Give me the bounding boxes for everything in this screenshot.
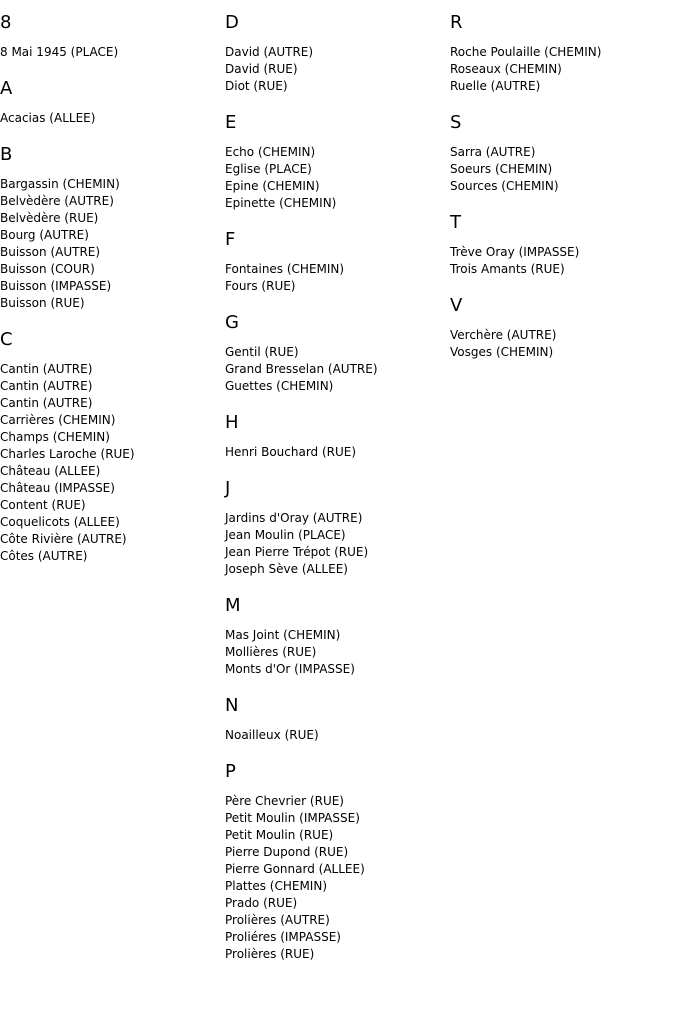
street-list xyxy=(225,510,445,578)
street-entry: Plattes (CHEMIN) xyxy=(225,879,327,893)
street-entry: Cantin (AUTRE) xyxy=(0,396,93,410)
letter-section xyxy=(225,479,445,578)
street-entry: Pierre Dupond (RUE) xyxy=(225,845,349,859)
street-entry: David (AUTRE) xyxy=(225,45,314,59)
street-entry: Eglise (PLACE) xyxy=(225,162,312,176)
letter-section xyxy=(225,13,445,95)
street-entry: Petit Moulin (RUE) xyxy=(225,828,334,842)
street-entry: 8 Mai 1945 (PLACE) xyxy=(0,45,119,59)
street-entry: Proliéres (IMPASSE) xyxy=(225,930,341,944)
street-list xyxy=(225,627,445,678)
street-entry: Champs (CHEMIN) xyxy=(0,430,110,444)
street-entry: Diot (RUE) xyxy=(225,79,288,93)
letter-section xyxy=(225,762,445,963)
index-column xyxy=(450,13,670,379)
street-entry: Verchère (AUTRE) xyxy=(450,328,557,342)
section-letter-heading: 8 xyxy=(0,12,12,33)
street-entry: Vosges (CHEMIN) xyxy=(450,345,554,359)
street-entry: Jean Moulin (PLACE) xyxy=(225,528,346,542)
letter-section xyxy=(225,230,445,295)
street-entry: Gentil (RUE) xyxy=(225,345,299,359)
letter-section xyxy=(0,13,220,61)
street-entry: Bargassin (CHEMIN) xyxy=(0,177,120,191)
letter-section xyxy=(0,330,220,565)
street-entry: Epinette (CHEMIN) xyxy=(225,196,337,210)
letter-section xyxy=(225,413,445,461)
street-entry: Trève Oray (IMPASSE) xyxy=(450,245,580,259)
street-entry: Prolières (RUE) xyxy=(225,947,315,961)
street-entry: Château (ALLEE) xyxy=(0,464,101,478)
street-entry: Jardins d'Oray (AUTRE) xyxy=(225,511,363,525)
street-entry: Acacias (ALLEE) xyxy=(0,111,96,125)
street-list xyxy=(450,244,670,278)
section-letter-heading: N xyxy=(225,695,239,716)
letter-section xyxy=(0,79,220,127)
street-entry: Belvèdère (AUTRE) xyxy=(0,194,114,208)
letter-section xyxy=(450,13,670,95)
street-entry: Cantin (AUTRE) xyxy=(0,362,93,376)
street-list xyxy=(225,444,445,461)
street-list xyxy=(0,110,220,127)
section-letter-heading: C xyxy=(0,329,13,350)
street-list xyxy=(0,361,220,565)
street-entry: Sources (CHEMIN) xyxy=(450,179,559,193)
street-entry: Roche Poulaille (CHEMIN) xyxy=(450,45,602,59)
street-entry: Château (IMPASSE) xyxy=(0,481,115,495)
letter-section xyxy=(0,145,220,312)
street-entry: Prado (RUE) xyxy=(225,896,298,910)
street-list xyxy=(450,327,670,361)
section-letter-heading: R xyxy=(450,12,463,33)
street-entry: Carrières (CHEMIN) xyxy=(0,413,116,427)
street-entry: Buisson (RUE) xyxy=(0,296,85,310)
street-entry: Charles Laroche (RUE) xyxy=(0,447,135,461)
street-entry: David (RUE) xyxy=(225,62,298,76)
street-list xyxy=(225,144,445,212)
section-letter-heading: F xyxy=(225,229,236,250)
street-entry: Belvèdère (RUE) xyxy=(0,211,99,225)
letter-section xyxy=(450,296,670,361)
street-entry: Père Chevrier (RUE) xyxy=(225,794,344,808)
section-letter-heading: B xyxy=(0,144,13,165)
street-entry: Pierre Gonnard (ALLEE) xyxy=(225,862,365,876)
street-entry: Cantin (AUTRE) xyxy=(0,379,93,393)
street-entry: Buisson (IMPASSE) xyxy=(0,279,112,293)
section-letter-heading: P xyxy=(225,761,236,782)
street-list xyxy=(225,44,445,95)
street-entry: Côtes (AUTRE) xyxy=(0,549,88,563)
street-entry: Guettes (CHEMIN) xyxy=(225,379,334,393)
letter-section xyxy=(225,596,445,678)
index-column xyxy=(0,13,220,583)
letter-section xyxy=(225,696,445,744)
street-entry: Grand Bresselan (AUTRE) xyxy=(225,362,378,376)
street-list xyxy=(225,793,445,963)
section-letter-heading: M xyxy=(225,595,241,616)
section-letter-heading: V xyxy=(450,295,463,316)
street-entry: Petit Moulin (IMPASSE) xyxy=(225,811,360,825)
street-entry: Buisson (COUR) xyxy=(0,262,95,276)
street-list xyxy=(225,344,445,395)
street-entry: Noailleux (RUE) xyxy=(225,728,319,742)
street-entry: Ruelle (AUTRE) xyxy=(450,79,541,93)
street-entry: Côte Rivière (AUTRE) xyxy=(0,532,127,546)
street-list xyxy=(450,44,670,95)
letter-section xyxy=(225,313,445,395)
street-entry: Epine (CHEMIN) xyxy=(225,179,320,193)
street-entry: Joseph Sève (ALLEE) xyxy=(225,562,348,576)
section-letter-heading: A xyxy=(0,78,13,99)
street-entry: Monts d'Or (IMPASSE) xyxy=(225,662,355,676)
street-list xyxy=(225,261,445,295)
street-entry: Jean Pierre Trépot (RUE) xyxy=(225,545,369,559)
street-entry: Bourg (AUTRE) xyxy=(0,228,89,242)
street-entry: Content (RUE) xyxy=(0,498,86,512)
street-list xyxy=(0,176,220,312)
street-entry: Mas Joint (CHEMIN) xyxy=(225,628,341,642)
street-entry: Soeurs (CHEMIN) xyxy=(450,162,553,176)
section-letter-heading: J xyxy=(225,478,231,499)
street-entry: Trois Amants (RUE) xyxy=(450,262,565,276)
street-entry: Buisson (AUTRE) xyxy=(0,245,101,259)
street-entry: Echo (CHEMIN) xyxy=(225,145,316,159)
street-entry: Prolières (AUTRE) xyxy=(225,913,330,927)
letter-section xyxy=(225,113,445,212)
street-entry: Sarra (AUTRE) xyxy=(450,145,536,159)
letter-section xyxy=(450,113,670,195)
section-letter-heading: T xyxy=(450,212,461,233)
street-entry: Mollières (RUE) xyxy=(225,645,317,659)
street-list xyxy=(450,144,670,195)
section-letter-heading: G xyxy=(225,312,239,333)
street-entry: Fontaines (CHEMIN) xyxy=(225,262,345,276)
index-column xyxy=(225,13,445,981)
section-letter-heading: E xyxy=(225,112,237,133)
section-letter-heading: H xyxy=(225,412,239,433)
section-letter-heading: D xyxy=(225,12,239,33)
street-list xyxy=(0,44,220,61)
street-entry: Fours (RUE) xyxy=(225,279,296,293)
street-entry: Coquelicots (ALLEE) xyxy=(0,515,120,529)
letter-section xyxy=(450,213,670,278)
street-entry: Henri Bouchard (RUE) xyxy=(225,445,357,459)
street-list xyxy=(225,727,445,744)
section-letter-heading: S xyxy=(450,112,462,133)
street-entry: Roseaux (CHEMIN) xyxy=(450,62,562,76)
